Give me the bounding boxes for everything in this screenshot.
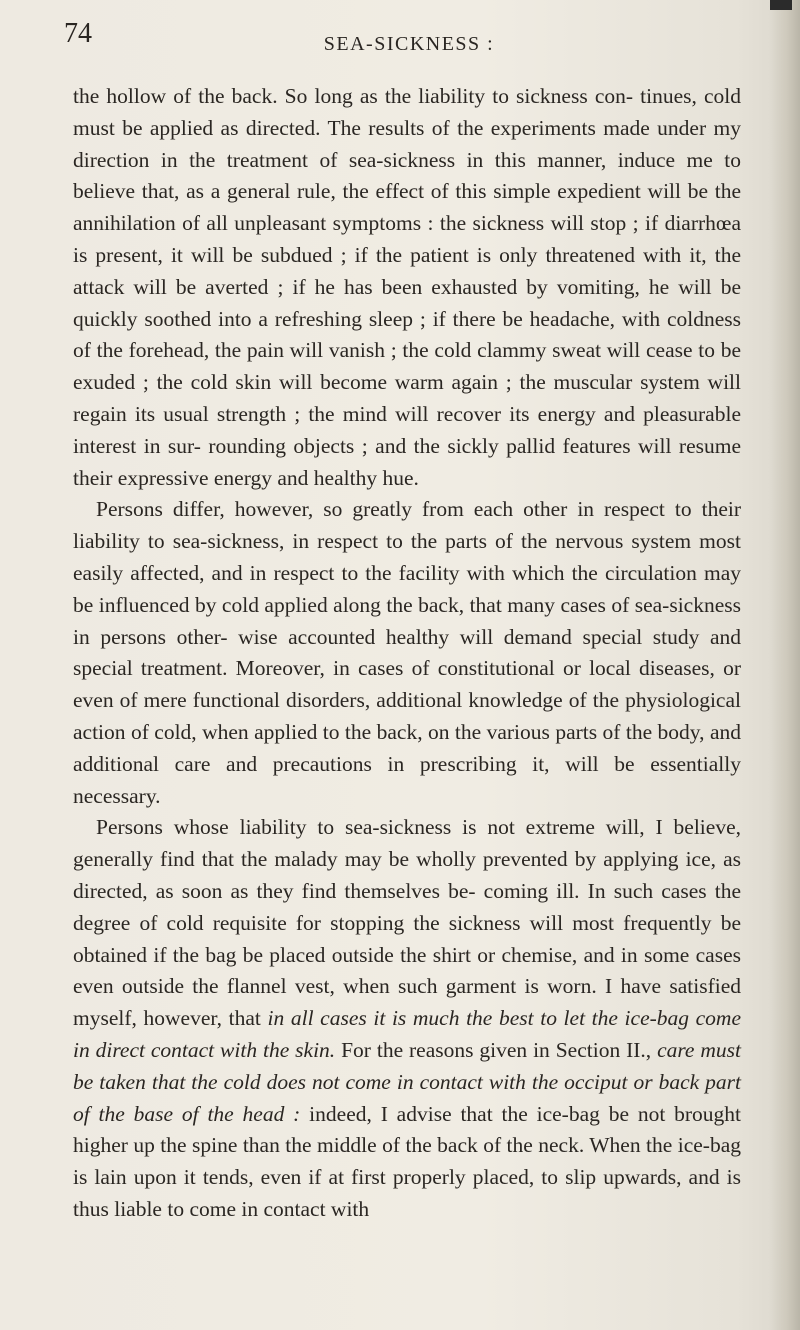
- page-number: 74: [64, 18, 92, 49]
- italic-emphasis: care must be taken that the cold does not come in contact with the occiput or back part of the base of the head :: [73, 1037, 741, 1126]
- running-head: SEA-SICKNESS :: [323, 33, 495, 55]
- paragraph-text: Persons whose liability to sea-sickness is not extreme will, I believe, generally find that the malady may be wholly prevented by applying ice, as directed, as soon as they find themselves be- coming ill. In such cases the degree of cold requisite for stopping the sickness will most frequently be obtained if the bag be placed outside the shirt or chemise, and in some cases even outside the flannel vest, when such garment is worn. I have satisfied myself, however, that: [73, 815, 741, 1031]
- paragraph: the hollow of the back. So long as the liability to sickness con- tinues, cold must be applied as directed. The results of the experiments made under my direction in the treatment of sea-sickness in this manner, induce me to believe that, as a general rule, the effect of this simple expedient will be the annihilation of all unpleasant symptoms : the sickness will stop ; if diarrhœa is present, it will be subdued ; if the patient is only threatened with it, the attack will be averted ; if he has been exhausted by vomiting, he will be quickly soothed into a refreshing sleep ; if there be headache, with coldness of the forehead, the pain will vanish ; the cold clammy sweat will cease to be exuded ; the cold skin will become warm again ; the muscular system will regain its usual strength ; the mind will recover its energy and pleasurable interest in sur- rounding objects ; and the sickly pallid features will resume their expressive energy and healthy hue.: [73, 84, 741, 490]
- paragraph-text: indeed, I advise that the ice-bag be not brought higher up the spine than the middle of the back of the neck. When the ice-bag is lain upon it tends, even if at first properly placed, to slip upwards, and is thus liable to come in contact with: [73, 1101, 742, 1221]
- italic-emphasis: in all cases it is much the best to let the ice-bag come in direct contact with the skin.: [73, 1006, 741, 1062]
- paragraph-text: For the reasons given in Section II.,: [335, 1037, 658, 1062]
- page-edge-shadow: [770, 0, 800, 1330]
- page-header: [64, 12, 754, 55]
- body-text: [73, 81, 741, 1226]
- corner-mark: [770, 0, 792, 10]
- paragraph: Persons differ, however, so greatly from each other in respect to their liability to sea-sickness, in respect to the parts of the nervous system most easily affected, and in respect to the facility with which the circulation may be influenced by cold applied along the back, that many cases of sea-sickness in persons other- wise accounted healthy will demand special study and special treatment. Moreover, in cases of constitutional or local diseases, or even of mere functional disorders, additional knowledge of the physiological action of cold, when applied to the back, on the various parts of the body, and additional care and precautions in prescribing it, will be essentially necessary.: [73, 497, 741, 808]
- paragraph: [73, 812, 741, 1225]
